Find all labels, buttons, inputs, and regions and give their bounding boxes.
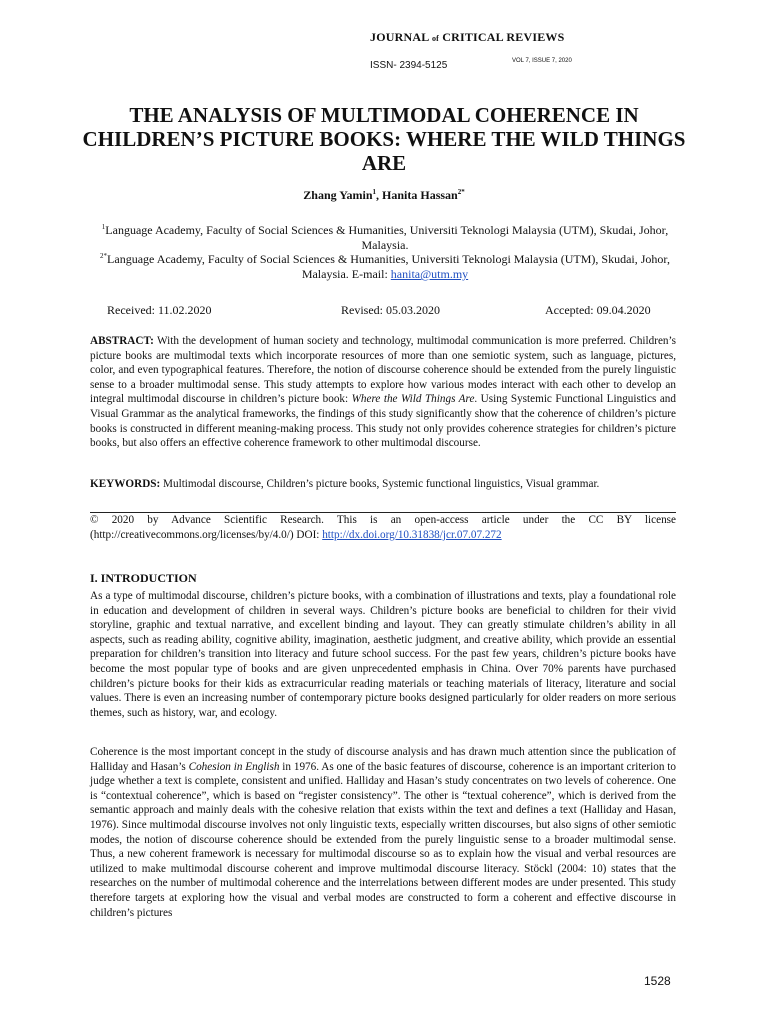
author-2: Hanita Hassan [382, 188, 458, 202]
author-separator: , [376, 188, 383, 202]
section-heading-introduction: I. INTRODUCTION [90, 571, 197, 585]
author-1: Zhang Yamin [303, 188, 373, 202]
intro-paragraph-2-b: in 1976. As one of the basic features of discourse, coherence is an important criterion to judge whether a text is complete, consistent and unified. Halliday and Hasan’s study concentrates on two levels of coherence. One is “contextual coherence”, which is based on “register consistency”. The other is “textual coherence”, which is derived from the semantic approach and mainly deals with the cohesive relation that exists within the text and defines a text (Halliday and Hasan, 1976). Since multimodal discourse involves not only linguistic texts, especially written discourses, but also signs of other semiotic modes, the notion of discourse coherence should be extended from the purely linguistic sense to a broader multimodal sense. Thus, a new coherent framework is necessary for multimodal discourse so as to explain how the visual and verbal resources are utilized to make multimodal discourse coherent and improve multimodal discourse literacy. Stöckl (2004: 10) states that the researches on the number of multimodal coherence and the interrelations between different modes are under presented. This study therefore targets at exploring how the visual and verbal modes are constructed to form a coherent and effective discourse in children’s pictures [90, 760, 676, 919]
copyright-notice [90, 513, 676, 543]
affiliation-1-text: Language Academy, Faculty of Social Sciences & Humanities, Universiti Teknologi Malaysia (UTM), Skudai, Johor, Malaysia. [105, 223, 669, 252]
revised-date: Revised: 05.03.2020 [341, 303, 440, 317]
copyright-text: © 2020 by Advance Scientific Research. This is an open-access article under the CC BY license (http://creativecommons.org/licenses/by/4.0/) DOI: [90, 514, 676, 541]
abstract [90, 334, 676, 451]
keywords-text: Multimodal discourse, Children’s picture books, Systemic functional linguistics, Visual grammar. [160, 478, 600, 490]
issn: ISSN- 2394-5125 [370, 60, 448, 71]
author-2-sup: 2* [457, 188, 465, 196]
keywords [90, 477, 676, 492]
journal-name-part2: CRITICAL REVIEWS [442, 30, 565, 44]
intro-paragraph-2-italic: Cohesion in English [188, 760, 280, 773]
intro-paragraph-2-a: Coherence is the most important concept in the study of discourse analysis and has drawn much attention since the publication of Halliday and Hasan’s [90, 746, 676, 773]
received-date: Received: 11.02.2020 [107, 303, 212, 317]
page-number: 1528 [644, 974, 671, 988]
abstract-label: ABSTRACT: [90, 335, 154, 347]
journal-name [370, 30, 620, 45]
email-link[interactable]: hanita@utm.my [390, 267, 469, 281]
issn-line [370, 55, 620, 73]
affiliation-1-sup: 1 [101, 223, 106, 231]
affiliation-2-text: Language Academy, Faculty of Social Sciences & Humanities, Universiti Teknologi Malaysia (UTM), Skudai, Johor, Malaysia. E-mail: [107, 252, 670, 281]
intro-paragraph-1: As a type of multimodal discourse, children’s picture books, with a combination of illustrations and texts, play a foundational role in education and development of children in several ways. Children’s picture books are beneficial to children for their vivid storyline, graphic and textual narrative, and excellent binding and layout. They can greatly stimulate children’s ability in all aspects, such as reading ability, cognitive ability, imagination, aesthetic judgment, and creative ability, which provide an essential preparation for children’s transition into literacy and future school success. For the past few years, children’s picture books have become the most popular type of books and are given unprecedented emphasis in China. Over 70% parents have purchased children’s picture books for their kids as extracurricular reading materials or teaching materials of literacy, literature and social values. There is even an increasing number of contemporary picture books designed particularly for older readers on more serious themes, such as history, war, and ecology. [90, 590, 676, 719]
accepted-date: Accepted: 09.04.2020 [545, 303, 651, 317]
abstract-text-a: With the development of human society and technology, multimodal communication is more preferred. Children’s picture books are multimodal texts which incorporate resources of more than one semiotic system, such as language, pictures, color, and even typographical features. Therefore, the notion of discourse coherence should be extended from the purely linguistic sense to a broader multimodal sense. This study attempts to explore how various modes interact with each other to develop an integral multimodal discourse in children’s picture book: [90, 335, 676, 406]
affiliation-2-sup: 2* [100, 252, 108, 260]
journal-name-of: of [431, 34, 440, 43]
intro-paragraph-2 [90, 745, 676, 920]
abstract-text-b: . Using Systemic Functional Linguistics and Visual Grammar as the analytical frameworks, the findings of this study significantly show that the coherence of children’s picture books is constructed in different meaning-making process. This study not only provides coherence strategies for children’s picture books, but also offers an effective coherence framework to other multimodal discourse. [90, 393, 676, 450]
affiliation-2 [90, 249, 680, 282]
keywords-label: KEYWORDS: [90, 478, 161, 490]
paper-title: THE ANALYSIS OF MULTIMODAL COHERENCE IN CHILDREN’S PICTURE BOOKS: WHERE THE WILD THINGS ARE [82, 103, 686, 175]
author-1-sup: 1 [372, 188, 377, 196]
doi-link[interactable]: http://dx.doi.org/10.31838/jcr.07.07.272 [322, 529, 502, 541]
abstract-book-title: Where the Wild Things Are [351, 393, 475, 406]
volume-issue: VOL 7, ISSUE 7, 2020 [512, 58, 572, 64]
authors [80, 188, 688, 203]
journal-name-part1: JOURNAL [370, 30, 429, 44]
